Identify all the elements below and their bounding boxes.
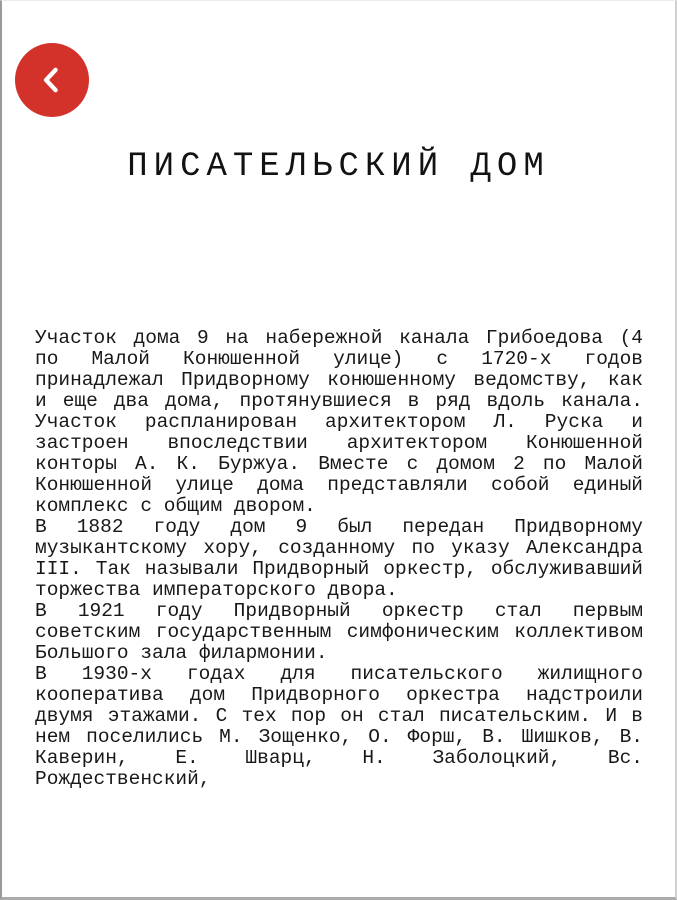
- paragraph: В 1930-х годах для писательского жилищного кооператива дом Придворного оркестра надстроили двумя этажами. С тех пор он стал писательским. И в нем поселились М. Зощенко, О. Форш, В. Шишков, В. Каверин, Е. Шварц, Н. Заболоцкий, Вс. Рождественский,: [35, 663, 643, 790]
- paragraph: Участок дома 9 на набережной канала Грибоедова (4 по Малой Конюшенной улице) с 1720-х годов принадлежал Придворному конюшенному ведомству, как и еще два дома, протянувшиеся в ряд вдоль канала. Участок распланирован архитектором Л. Руска и застроен впоследствии архитектором Конюшенной конторы А. К. Буржуа. Вместе с домом 2 по Малой Конюшенной улице дома представляли собой единый комплекс с общим двором.: [35, 327, 643, 517]
- paragraph: В 1921 году Придворный оркестр стал первым советским государственным симфоническим коллективом Большого зала филармонии.: [35, 600, 643, 664]
- article-body: [35, 328, 643, 790]
- back-button[interactable]: [15, 43, 89, 117]
- chevron-left-icon: [30, 59, 75, 101]
- paragraph: В 1882 году дом 9 был передан Придворному музыкантскому хору, созданному по указу Александра III. Так называли Придворный оркестр, обслуживавший торжества императорского двора.: [35, 516, 643, 601]
- page-title: ПИСАТЕЛЬСКИЙ ДОМ: [127, 148, 550, 186]
